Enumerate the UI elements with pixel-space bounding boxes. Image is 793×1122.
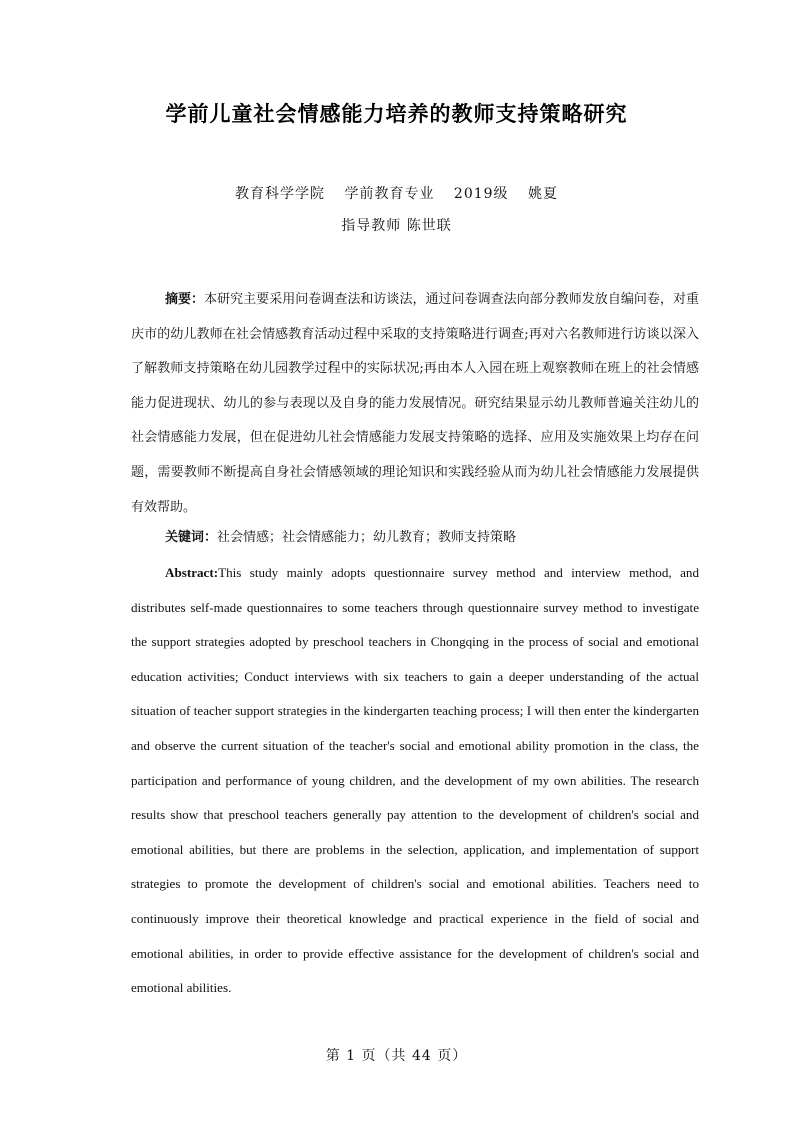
english-abstract: [131, 556, 699, 1006]
grade: 2019级: [453, 186, 509, 202]
chinese-abstract-text: 本研究主要采用问卷调查法和访谈法，通过问卷调查法向部分教师发放自编问卷，对重庆市的幼儿教师在社会情感教育活动过程中采取的支持策略进行调查;再对六名教师进行访谈以深入了解教师支持策略在幼儿园教学过程中的实际状况;再由本人入园在班上观察教师在班上的社会情感能力促进现状、幼儿的参与表现以及自身的能力发展情况。研究结果显示幼儿教师普遍关注幼儿的社会情感能力发展，但在促进幼儿社会情感能力发展支持策略的选择、应用及实施效果上均存在问题，需要教师不断提高自身社会情感领域的理论知识和实践经验从而为幼儿社会情感能力发展提供有效帮助。: [131, 292, 699, 515]
advisor-name: 陈世联: [406, 218, 452, 234]
keywords-label: 关键词：: [165, 530, 218, 545]
chinese-abstract: [131, 283, 699, 525]
paper-title: 学前儿童社会情感能力培养的教师支持策略研究: [165, 102, 628, 126]
author-name: 姚夏: [528, 186, 558, 202]
advisor-line: [0, 215, 793, 235]
author-line: [0, 183, 793, 203]
chinese-abstract-label: 摘要：: [165, 292, 205, 307]
major-name: 学前教育专业: [344, 186, 435, 202]
english-abstract-label: Abstract:: [165, 565, 219, 580]
school-name: 教育科学学院: [235, 186, 325, 202]
advisor-label: 指导教师: [341, 218, 402, 234]
page-number-footer: 第 1 页（共 44 页）: [325, 1048, 468, 1064]
keywords: [131, 526, 699, 545]
keywords-text: 社会情感；社会情感能力；幼儿教育；教师支持策略: [217, 530, 517, 545]
english-abstract-text: This study mainly adopts questionnaire survey method and interview method, and distributes self-made questionnaires to some teachers through questionnaire survey method to investigate the support strategies adopted by preschool teachers in Chongqing in the process of social and emotional education activities; Conduct interviews with six teachers to gain a deeper understanding of the actual situation of teacher support strategies in the kindergarten teaching process; I will then enter the kindergarten and observe the current situation of the teacher's social and emotional ability promotion in the class, the participation and performance of young children, and the development of my own abilities. The research results show that preschool teachers generally pay attention to the development of children's social and emotional abilities, but there are problems in the selection, application, and implementation of support strategies to promote the development of children's social and emotional abilities. Teachers need to continuously improve their theoretical knowledge and practical experience in the field of social and emotional abilities, in order to provide effective assistance for the development of children's social and emotional abilities.: [131, 565, 699, 996]
